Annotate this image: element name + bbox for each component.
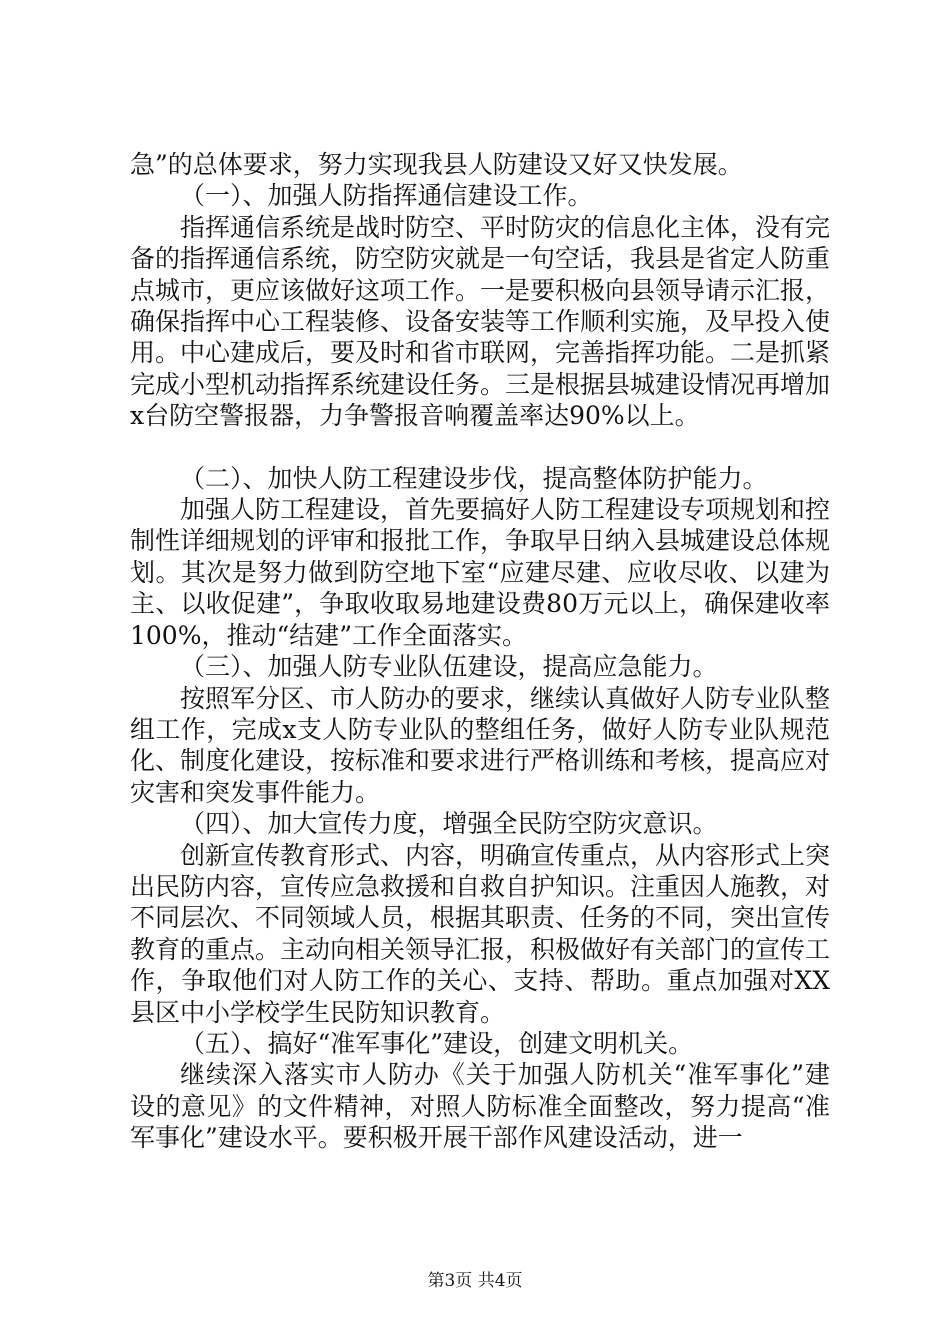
paragraph-professional-team: 按照军分区、市人防办的要求，继续认真做好人防专业队整组工作，完成x支人防专业队的整组任务，做好人防专业队规范化、制度化建设，按标准和要求进行严格训练和考核，提高应对灾害和突发事件能力。 (130, 683, 831, 807)
paragraph-publicity: 创新宣传教育形式、内容，明确宣传重点，从内容形式上突出民防内容，宣传应急救援和自救自护知识。注重因人施教，对不同层次、不同领域人员，根据其职责、任务的不同，突出宣传教育的重点。主动向相关领导汇报，积极做好有关部门的宣传工作，争取他们对人防工作的关心、支持、帮助。重点加强对XX县区中小学校学生民防知识教育。 (130, 840, 831, 1027)
paragraph-continuation: 急”的总体要求，努力实现我县人防建设又好又快发展。 (130, 150, 743, 179)
document-body (130, 149, 830, 1154)
paragraph-quasi-military: 继续深入落实市人防办《关于加强人防机关“准军事化”建设的意见》的文件精神，对照人防标准全面整改，努力提高“准军事化”建设水平。要积极开展干部作风建设活动，进一 (130, 1060, 830, 1153)
section-heading-4: （四）、加大宣传力度，增强全民防空防灾意识。 (180, 809, 718, 839)
paragraph-command-communication: 指挥通信系统是战时防空、平时防灾的信息化主体，没有完备的指挥通信系统，防空防灾就是一句空话，我县是省定人防重点城市，更应该做好这项工作。一是要积极向县领导请示汇报，确保指挥中心工程装修、设备安装等工作顺利实施，及早投入使用。中心建成后，要及时和省市联网，完善指挥功能。二是抓紧完成小型机动指挥系统建设任务。三是根据县城建设情况再增加x台防空警报器，力争警报音响覆盖率达90%以上。 (130, 212, 831, 431)
page-number-footer: 第3页 共4页 (427, 1271, 523, 1291)
section-heading-3: （三）、加强人防专业队伍建设，提高应急能力。 (180, 652, 718, 682)
section-heading-5: （五）、搞好“准军事化”建设，创建文明机关。 (180, 1028, 694, 1058)
paragraph-engineering: 加强人防工程建设，首先要搞好人防工程建设专项规划和控制性详细规划的评审和报批工作，争取早日纳入县城建设总体规划。其次是努力做到防空地下室“应建尽建、应收尽收、以建为主、以收促建”，争取收取易地建设费80万元以上，确保建收率100%，推动“结建”工作全面落实。 (130, 495, 831, 650)
section-heading-2: （二）、加快人防工程建设步伐，提高整体防护能力。 (180, 463, 768, 493)
section-heading-1: （一）、加强人防指挥通信建设工作。 (180, 181, 593, 211)
